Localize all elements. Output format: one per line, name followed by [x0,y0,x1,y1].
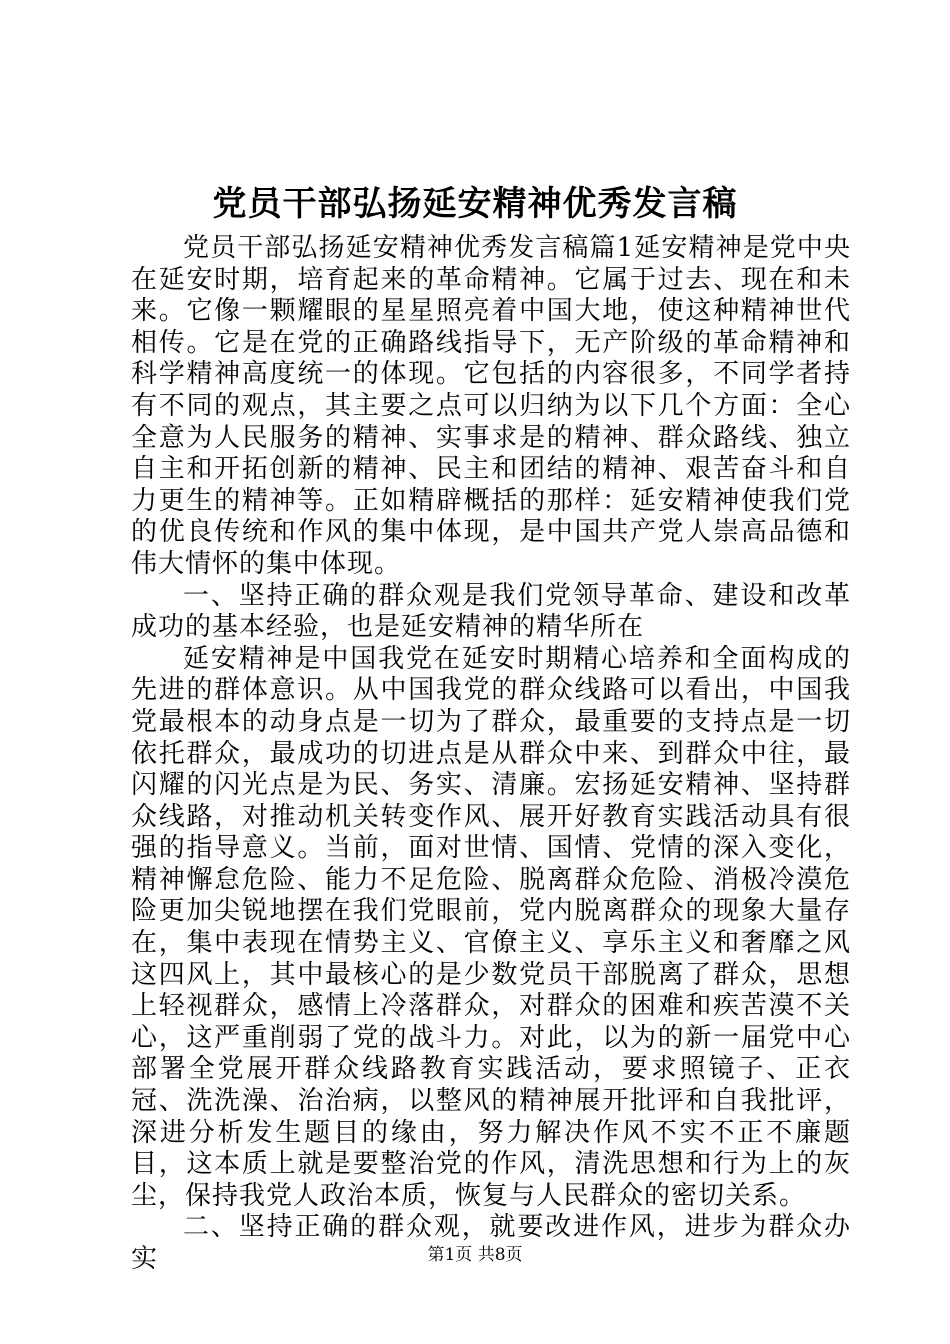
page-footer: 第1页 共8页 [427,1245,523,1265]
paragraph-intro: 党员干部弘扬延安精神优秀发言稿篇1延安精神是党中央在延安时期，培育起来的革命精神。它属于过去、现在和未来。它像一颗耀眼的星星照亮着中国大地，使这种精神世代相传。它是在党的正确路线指导下，无产阶级的革命精神和科学精神高度统一的体现。它包括的内容很多，不同学者持有不同的观点，其主要之点可以归纳为以下几个方面：全心全意为人民服务的精神、实事求是的精神、群众路线、独立自主和开拓创新的精神、民主和团结的精神、艰苦奋斗和自力更生的精神等。正如精辟概括的那样：延安精神使我们党的优良传统和作风的集中体现，是中国共产党人崇高品德和伟大情怀的集中体现。 [131,233,851,579]
document-body [131,233,851,1276]
paragraph-body-one: 延安精神是中国我党在延安时期精心培养和全面构成的先进的群体意识。从中国我党的群众线路可以看出，中国我党最根本的动身点是一切为了群众，最重要的支持点是一切依托群众，最成功的切进点是从群众中来、到群众中往，最闪耀的闪光点是为民、务实、清廉。宏扬延安精神、坚持群众线路，对推动机关转变作风、展开好教育实践活动具有很强的指导意义。当前，面对世情、国情、党情的深入变化，精神懈怠危险、能力不足危险、脱离群众危险、消极冷漠危险更加尖锐地摆在我们党眼前，党内脱离群众的现象大量存在，集中表现在情势主义、官僚主义、享乐主义和奢靡之风这四风上，其中最核心的是少数党员干部脱离了群众，思想上轻视群众，感情上冷落群众，对群众的困难和疾苦漠不关心，这严重削弱了党的战斗力。对此，以为的新一届党中心部署全党展开群众线路教育实践活动，要求照镜子、正衣冠、洗洗澡、治治病，以整风的精神展开批评和自我批评，深进分析发生题目的缘由，努力解决作风不实不正不廉题目，这本质上就是要整治党的作风，清洗思想和行为上的灰尘，保持我党人政治本质，恢复与人民群众的密切关系。 [131,643,851,1211]
paragraph-heading-one: 一、坚持正确的群众观是我们党领导革命、建设和改革成功的基本经验，也是延安精神的精华所在 [131,580,851,643]
paragraph-heading-two: 二、坚持正确的群众观，就要改进作风，进步为群众办实 [131,1212,851,1274]
document-title: 党员干部弘扬延安精神优秀发言稿 [212,184,738,224]
